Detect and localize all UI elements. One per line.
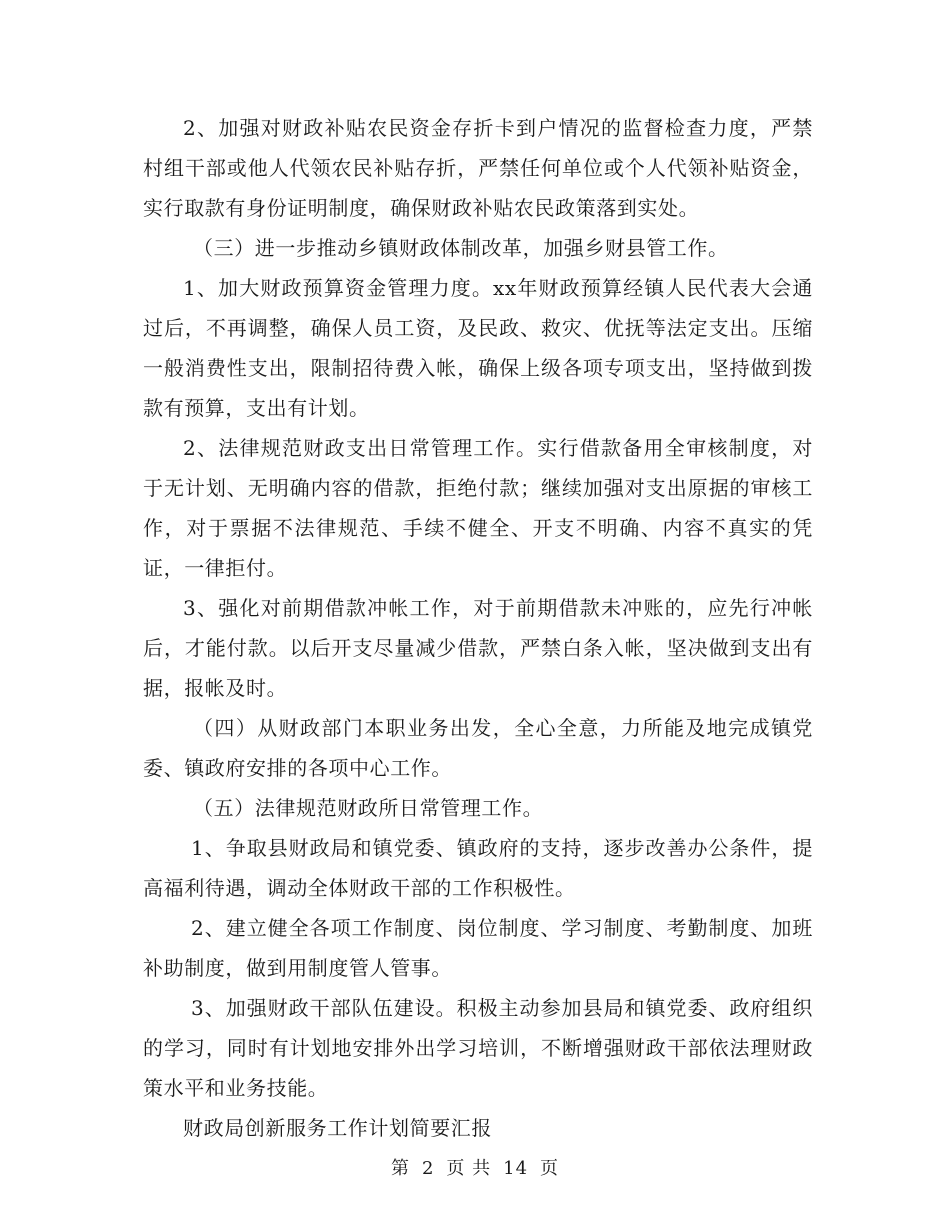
page-footer	[0, 1154, 950, 1180]
paragraph-budget-management: 1、加大财政预算资金管理力度。xx年财政预算经镇人民代表大会通过后，不再调整，确保人员工资，及民政、救灾、优抚等法定支出。压缩一般消费性支出，限制招待费入帐，确保上级各项专项支出，坚持做到拨款有预算，支出有计划。	[143, 276, 813, 420]
footer-middle: 页 共	[446, 1158, 492, 1179]
paragraph-staff-building: 3、加强财政干部队伍建设。积极主动参加县局和镇党委、政府组织的学习，同时有计划地安排外出学习培训，不断增强财政干部依法理财政策水平和业务技能。	[143, 996, 813, 1100]
footer-current-page: 2	[421, 1158, 435, 1179]
footer-prefix: 第	[390, 1158, 410, 1179]
paragraph-office-conditions: 1、争取县财政局和镇党委、镇政府的支持，逐步改善办公条件，提高福利待遇，调动全体财政干部的工作积极性。	[143, 836, 813, 900]
section-heading-five: （五）法律规范财政所日常管理工作。	[193, 796, 544, 820]
footer-total-pages: 14	[503, 1158, 529, 1179]
footer-suffix: 页	[540, 1158, 560, 1179]
section-heading-four: （四）从财政部门本职业务出发，全心全意，力所能及地完成镇党委、镇政府安排的各项中心工作。	[143, 716, 813, 780]
paragraph-loan-offset: 3、强化对前期借款冲帐工作，对于前期借款未冲账的，应先行冲帐后，才能付款。以后开支尽量减少借款，严禁白条入帐，坚决做到支出有据，报帐及时。	[143, 596, 813, 700]
paragraph-report-title: 财政局创新服务工作计划简要汇报	[183, 1116, 492, 1140]
paragraph-subsidy-supervision: 2、加强对财政补贴农民资金存折卡到户情况的监督检查力度，严禁村组干部或他人代领农民补贴存折，严禁任何单位或个人代领补贴资金，实行取款有身份证明制度，确保财政补贴农民政策落到实处。	[143, 116, 813, 220]
document-body	[143, 108, 813, 1148]
section-heading-three: （三）进一步推动乡镇财政体制改革，加强乡财县管工作。	[193, 236, 729, 260]
paragraph-expenditure-management: 2、法律规范财政支出日常管理工作。实行借款备用全审核制度，对于无计划、无明确内容的借款，拒绝付款；继续加强对支出原据的审核工作，对于票据不法律规范、手续不健全、开支不明确、内容不真实的凭证，一律拒付。	[143, 436, 813, 580]
paragraph-work-systems: 2、建立健全各项工作制度、岗位制度、学习制度、考勤制度、加班补助制度，做到用制度管人管事。	[143, 916, 813, 980]
